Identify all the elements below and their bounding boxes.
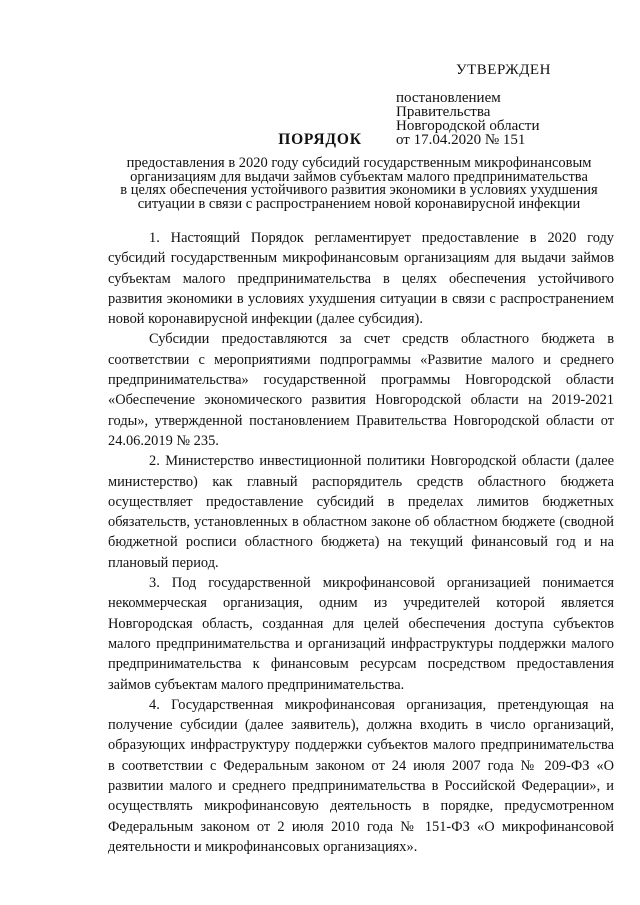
paragraph-1-continued: Субсидии предоставляются за счет средств областного бюджета в соответствии с мероприятиями подпрограммы «Развитие малого и среднего предпринимательства» государственной программы Новгородской области «Обеспечение экономического развития Новгородской области на 2019-2021 годы», утвержденной постановлением Правительства Новгородской области от 24.06.2019 № 235. <box>108 331 614 449</box>
subtitle-line: организациям для выдачи займов субъектам малого предпринимательства <box>130 168 588 185</box>
paragraph-2: 2. Министерство инвестиционной политики Новгородской области (далее министерство) как главный распорядитель средств областного бюджета осуществляет предоставление субсидий в пределах лимитов бюджетных обязательств, установленных в областном законе об областном бюджете (сводной бюджетной росписи областного бюджета) на текущий финансовый год и на плановый период. <box>108 453 614 571</box>
subtitle-line: в целях обеспечения устойчивого развития экономики в условиях ухудшения <box>120 182 598 198</box>
paragraph-4: 4. Государственная микрофинансовая организация, претендующая на получение субсидии (далее заявитель), должна входить в число организаций, образующих инфраструктуру поддержки субъектов малого предпринимательства в соответствии с Федеральным законом от 24 июля 2007 года № 209-ФЗ «О развитии малого и среднего предпринимательства в Российской Федерации», и осуществлять микрофинансовую деятельность в порядке, предусмотренном Федеральным законом от 2 июля 2010 года № 151-ФЗ «О микрофинансовой деятельности и микрофинансовых организациях». <box>108 696 614 855</box>
document-title: ПОРЯДОК <box>278 131 362 148</box>
approval-title: УТВЕРЖДЕН <box>456 62 551 78</box>
paragraph-1: 1. Настоящий Порядок регламентирует предоставление в 2020 году субсидий государственным микрофинансовым организациям для выдачи займов субъектам малого предпринимательства в целях обеспечения устойчивого развития экономики в условиях ухудшения ситуации в связи с распространением новой коронавирусной инфекции (далее субсидия). <box>108 230 614 328</box>
approval-line: Новгородской области <box>396 118 540 134</box>
approval-line: от 17.04.2020 № 151 <box>396 132 526 148</box>
approval-line: постановлением Правительства <box>396 90 501 120</box>
document-subtitle <box>100 157 618 211</box>
subtitle-line: предоставления в 2020 году субсидий государственным микрофинансовым <box>126 155 592 171</box>
document-body <box>108 228 614 857</box>
paragraph-3: 3. Под государственной микрофинансовой организацией понимается некоммерческая организация, одним из учредителей которой является Новгородская область, созданная для целей обеспечения доступа субъектов малого предпринимательства и организаций инфраструктуры поддержки малого предпринимательства к финансовым ресурсам посредством предоставления займов субъектам малого предпринимательства. <box>108 575 614 693</box>
subtitle-line: ситуации в связи с распространением новой коронавирусной инфекции <box>137 195 581 212</box>
